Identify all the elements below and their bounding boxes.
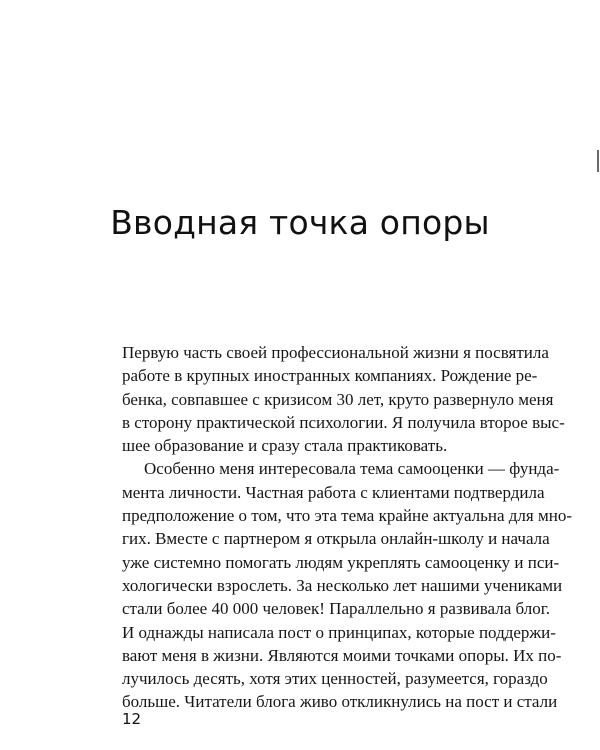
text-line: работе в крупных иностранных компаниях. Рождение ре-	[122, 366, 538, 386]
text-line: вают меня в жизни. Являются моими точками опоры. Их по-	[122, 645, 562, 665]
text-line: гих. Вместе с партнером я открыла онлайн-школу и начала	[122, 529, 550, 549]
text-line: лучилось десять, хотя этих ценностей, разумеется, гораздо	[122, 669, 548, 689]
text-line: больше. Читатели блога живо откликнулись на пост и стали	[122, 692, 558, 712]
text-line: Особенно меня интересовала тема самооценки — фунда-	[144, 459, 560, 479]
chapter-title: Вводная точка опоры	[110, 203, 490, 242]
page-edge-mark	[597, 150, 599, 172]
text-line: уже системно помогать людям укреплять самооценку и пси-	[122, 552, 560, 572]
text-line: мента личности. Частная работа с клиентами подтвердила	[122, 482, 545, 502]
text-line: И однажды написала пост о принципах, которые поддержи-	[122, 622, 556, 642]
text-line: предположение о том, что эта тема крайне актуальна для мно-	[122, 506, 572, 526]
text-line: шее образование и сразу стала практиковать.	[122, 436, 448, 456]
text-line: стали более 40 000 человек! Параллельно я развивала блог.	[122, 599, 551, 619]
text-line: бенка, совпавшее с кризисом 30 лет, круто развернуло меня	[122, 389, 554, 409]
body-text	[122, 341, 572, 714]
text-line: Первую часть своей профессиональной жизни я посвятила	[122, 343, 549, 362]
page-number: 12	[122, 710, 142, 728]
text-line: в сторону практической психологии. Я получила второе выс-	[122, 412, 565, 432]
text-line: хологически взрослеть. За несколько лет нашими учениками	[122, 575, 563, 595]
